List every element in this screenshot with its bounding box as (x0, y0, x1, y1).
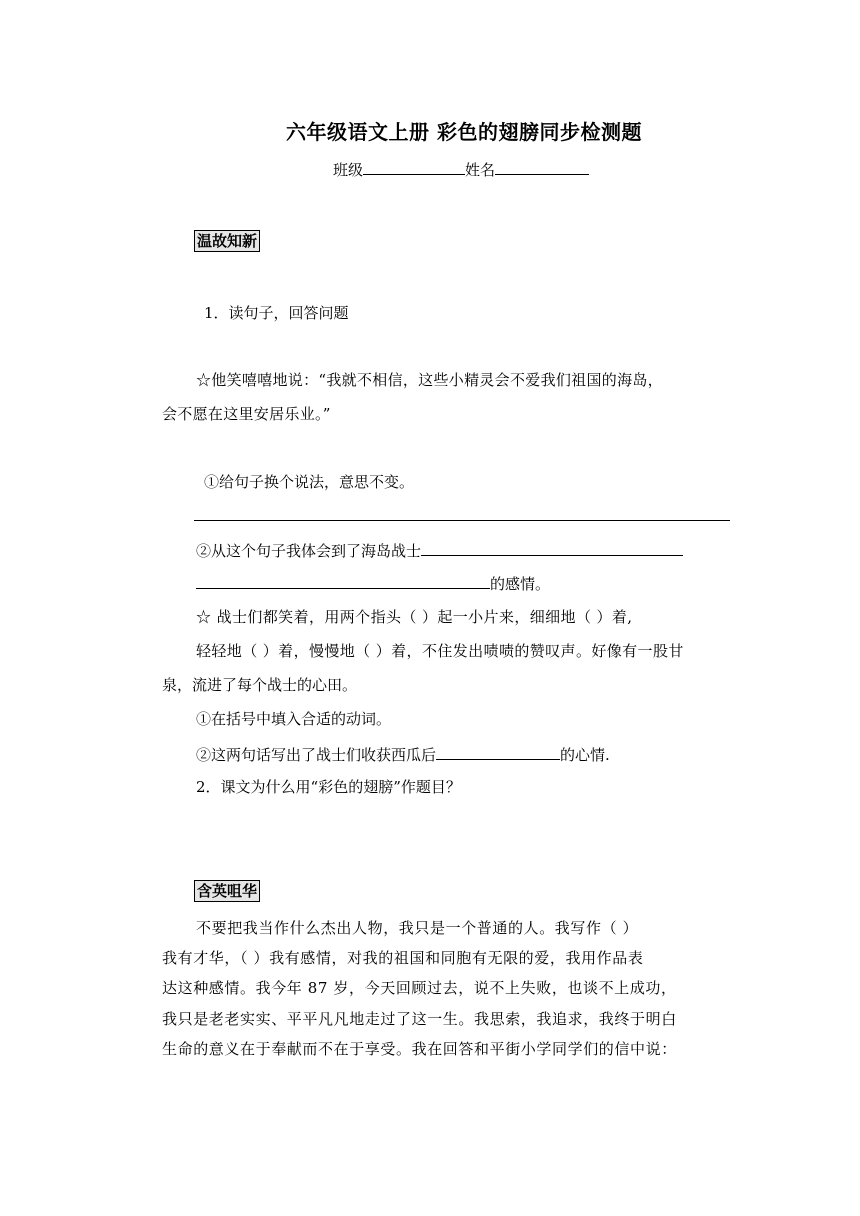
answer-blank-feeling-2[interactable] (196, 572, 490, 589)
section-heading-reading: 含英咀华 (194, 880, 260, 902)
sub-question-feeling (196, 539, 683, 561)
class-blank[interactable] (363, 158, 465, 175)
reading-para-line-4: 我只是老老实实、平平凡凡地走过了这一生。我思索，我追求，我终于明白 (162, 1010, 677, 1028)
sub-question-feeling-cont (196, 572, 550, 594)
sub-question-verbs: ①在括号中填入合适的动词。 (196, 710, 392, 728)
passage-2-line-1: ☆ 战士们都笑着，用两个指头（ ）起一小片来，细细地（ ）着, (196, 608, 633, 626)
question-1: 1．读句子，回答问题 (204, 304, 349, 322)
passage-2-line-2: 轻轻地（ ）着，慢慢地（ ）着，不住发出啧啧的赞叹声。好像有一股甘 (196, 642, 684, 660)
answer-blank-feeling-1[interactable] (421, 539, 683, 556)
section-heading-review: 温故知新 (194, 230, 260, 252)
sub-question-rephrase: ①给句子换个说法，意思不变。 (204, 473, 415, 491)
quote-line-2: 会不愿在这里安居乐业。” (162, 405, 331, 423)
quote-line-1: ☆他笑嘻嘻地说：“我就不相信，这些小精灵会不爱我们祖国的海岛， (196, 371, 663, 389)
sub-question-mood-text: ②这两句话写出了战士们收获西瓜后 (196, 746, 437, 764)
reading-para-line-5: 生命的意义在于奉献而不在于享受。我在回答和平街小学同学们的信中说： (162, 1040, 677, 1058)
name-blank[interactable] (495, 158, 589, 175)
answer-blank-mood[interactable] (436, 743, 560, 760)
class-label: 班级 (333, 161, 364, 179)
sub-question-mood (196, 743, 610, 765)
answer-line-rephrase[interactable] (194, 520, 730, 521)
reading-para-line-1: 不要把我当作什么杰出人物，我只是一个普通的人。我写作（ ） (196, 919, 639, 937)
page-title: 六年级语文上册 彩色的翅膀同步检测题 (286, 120, 642, 144)
sub-question-feeling-suffix: 的感情。 (490, 575, 551, 593)
class-name-row (333, 158, 589, 180)
passage-2-line-3: 泉，流进了每个战士的心田。 (162, 676, 358, 694)
reading-para-line-3: 达这种感情。我今年 87 岁，今天回顾过去，说不上失败，也谈不上成功， (162, 979, 677, 997)
name-label: 姓名 (465, 161, 496, 179)
sub-question-mood-suffix: 的心情. (560, 746, 610, 764)
sub-question-feeling-text: ②从这个句子我体会到了海岛战士 (196, 542, 422, 560)
reading-para-line-2: 我有才华，（ ）我有感情，对我的祖国和同胞有无限的爱，我用作品表 (162, 949, 644, 967)
question-2: 2．课文为什么用“彩色的翅膀”作题目？ (196, 778, 461, 796)
